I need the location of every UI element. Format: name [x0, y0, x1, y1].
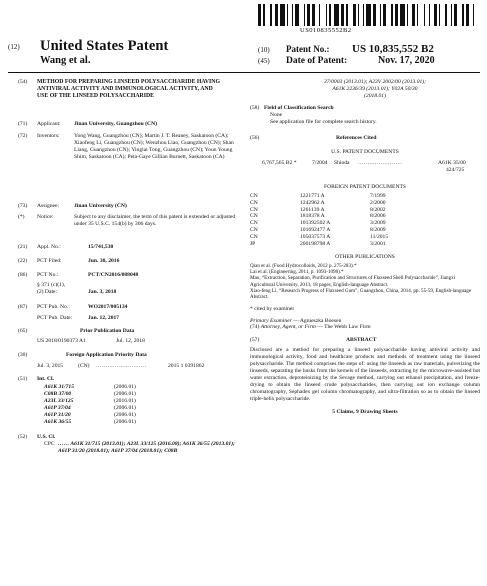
code-10: (10) [258, 46, 270, 54]
code-12: (12) [8, 43, 20, 51]
examiner-label: Primary Examiner [250, 317, 292, 324]
foreign-doc-number: 1242962 A [300, 199, 325, 206]
right-column [250, 79, 480, 416]
us-doc-date: 7/2004 [312, 159, 328, 166]
foreign-docs-list [250, 193, 480, 248]
foreign-doc-country: CN [250, 199, 258, 206]
code-54: (54) [18, 79, 28, 85]
document-number: US010835552B2 [300, 27, 352, 34]
priority-dots: ……………………… [96, 363, 147, 369]
field-54 [18, 79, 243, 121]
foreign-doc-country: CN [250, 220, 258, 227]
field-30 [18, 352, 243, 376]
other-pubs-list [250, 263, 480, 301]
barcode [258, 4, 480, 26]
date-label: Date of Patent: [286, 56, 348, 66]
foreign-doc-date: 3/2001 [370, 241, 386, 248]
field-51 [18, 376, 243, 434]
foreign-doc-country: CN [250, 234, 258, 241]
foreign-doc-row [250, 241, 480, 248]
patent-date: Nov. 17, 2020 [378, 55, 435, 66]
code-87: (87) [18, 304, 28, 310]
code-58: (58) [250, 105, 260, 111]
foreign-doc-date: 3/2009 [370, 220, 386, 227]
foreign-doc-number: 101392502 A [300, 220, 331, 227]
code-21: (21) [18, 244, 28, 250]
references-heading: References Cited [336, 135, 377, 141]
int-cl-row [44, 398, 204, 405]
prior-pub-date: Jul. 12, 2018 [116, 338, 145, 344]
int-cl-class: A61P 37/04 [44, 404, 71, 411]
header-rule [8, 72, 480, 73]
examiner-name: — Agnieszka Boesen [293, 317, 342, 324]
int-cl-class: A61K 31/715 [44, 384, 74, 390]
int-cl-row [44, 384, 204, 391]
field-notice [18, 214, 243, 244]
priority-number: 2015 1 0391862 [168, 363, 205, 369]
field-87 [18, 304, 243, 328]
abstract-heading: ABSTRACT [346, 337, 377, 344]
priority-date: Jul. 3, 2015 [37, 363, 64, 369]
field-72 [18, 133, 243, 203]
foreign-doc-row [250, 234, 480, 241]
code-72: (72) [18, 133, 28, 139]
other-pub-entry: Lai et al. (Engineering, 2011, p. 1093-1098).* [250, 269, 344, 276]
foreign-doc-row [250, 220, 480, 227]
field-57 [250, 337, 480, 347]
foreign-doc-date: 11/2015 [370, 234, 389, 241]
us-doc-name: Shioda [334, 159, 350, 166]
int-cl-heading: Int. Cl. [37, 376, 54, 382]
prior-pub-number: US 2018/0190373 A1 [37, 338, 86, 344]
inventors-label: Inventors: [37, 133, 60, 139]
cpc-label: CPC [44, 441, 55, 447]
field-21 [18, 244, 243, 258]
foreign-doc-number: 200198798 A [300, 241, 331, 248]
inventors-value: Yong Wang, Guangzhou (CN); Martin J. T. Reaney, Saskatoon (CA); Xiaofeng Li, Guangzhou (CN); Wenzhou Liao, Guangzhou (CN); Shan Liang, Guangzhou (CN); Yinglai Tong, Guangzhou (CN); Youn Young Shim, Saskatoon (CA); Peta-Gaye Gillian Burnett, Saskatoon (CA) [74, 133, 234, 160]
patent-title-heading: United States Patent [40, 38, 169, 54]
notice-value: Subject to any disclaimer, the term of this patent is extended or adjusted under 35 U.S.C. 154(b) by 306 days. [74, 214, 236, 227]
search-note: See application file for complete search history. [270, 119, 377, 125]
patent-no-label: Patent No.: [286, 44, 330, 54]
int-cl-class: A23L 33/125 [44, 397, 74, 404]
us-cl-heading: U.S. Cl. [37, 434, 56, 440]
int-cl-row [44, 405, 204, 412]
other-pub-entry: Mao, “Extraction, Separation, Purification and Structures of Flaxseed Shell Polysaccharide”, Jiangxi Agricultural University, 2013, 18 pages, English-language Abstract. [250, 275, 456, 288]
pct-filed-value: Jun. 30, 2016 [88, 258, 120, 264]
code-71: (71) [18, 121, 28, 127]
int-cl-class: A61K 36/55 [44, 418, 72, 425]
code-57: (57) [250, 337, 260, 344]
other-pub-entry: Qian et al. (Food Hydrocolloids, 2012 p. 275-283).* [250, 262, 357, 269]
pct-pub-date-label: PCT Pub. Date: [37, 315, 73, 321]
left-column [18, 79, 243, 464]
foreign-doc-row [250, 200, 480, 207]
other-pubs-heading: OTHER PUBLICATIONS [335, 253, 395, 260]
abstract-text: Disclosed are a method for preparing a linseed polysaccharide having antiviral activity and immunological activity, food and healthcare products and methods of treatment using the linseed polysaccharide. The method comprises the steps of: using the linseeds as raw materials, pulverizing the linseeds, separating the husks from the kernels of the linseeds, extracting by the microwave-assisted hot water extraction, deproteinizing by the Sevage method, carrying out ethanol precipitation, and freeze-drying to obtain the linseed crude polysaccharides, then carrying out ion exchange column chromatography, Sephadex gel column chromatography, and ultra-filtration so as to obtain the linseed triple-helix polysaccharide. [250, 347, 480, 402]
int-cl-version: (2006.01) [114, 418, 136, 425]
code-30: (30) [18, 352, 28, 358]
code-45: (45) [258, 57, 270, 65]
field-22 [18, 258, 243, 272]
priority-country: (CN) [78, 363, 90, 369]
foreign-doc-row [250, 213, 480, 220]
prior-pub-heading: Prior Publication Data [80, 328, 135, 334]
foreign-doc-number: 1818378 A [300, 213, 325, 220]
field-71 [18, 121, 243, 133]
us-doc-class: A61K 35/00 [438, 159, 466, 166]
field-56 [250, 135, 480, 147]
search-heading: Field of Classification Search [264, 105, 334, 111]
barcode-stripe [474, 4, 479, 26]
code-73: (73) [18, 203, 28, 209]
foreign-doc-country: JP [250, 241, 256, 248]
field-58 [250, 105, 480, 129]
pct-no-label: PCT No.: [37, 272, 59, 278]
field-52 [18, 434, 243, 464]
pct-filed-label: PCT Filed: [37, 258, 62, 264]
foreign-priority-heading: Foreign Application Priority Data [66, 352, 147, 358]
code-51: (51) [18, 376, 28, 382]
cpc-continuation-line: A61K 2236/39 (2013.01); Y02A 50/30 [332, 85, 418, 92]
foreign-doc-date: 8/2009 [370, 227, 386, 234]
us-docs-heading: U.S. PATENT DOCUMENTS [331, 149, 399, 155]
pct-pub-date-value: Jan. 12, 2017 [88, 315, 120, 321]
notice-label: Notice: [37, 214, 54, 220]
appl-no-label: Appl. No.: [37, 244, 61, 250]
int-cl-row [44, 419, 204, 426]
foreign-doc-number: 1221771 A [300, 192, 325, 199]
foreign-doc-date: 7/1999 [370, 192, 386, 199]
claims-sheets: 5 Claims, 9 Drawing Sheets [332, 408, 398, 415]
field-86 [18, 272, 243, 304]
cpc-continuation [270, 79, 480, 101]
foreign-doc-row [250, 227, 480, 234]
patent-number: US 10,835,552 B2 [352, 43, 434, 55]
foreign-doc-row [250, 193, 480, 200]
foreign-doc-number: 101692477 A [300, 227, 331, 234]
attorney-line [250, 324, 480, 331]
foreign-doc-row [250, 207, 480, 214]
cited-by-examiner: * cited by examiner [250, 305, 295, 312]
int-cl-row [44, 391, 204, 398]
foreign-doc-date: 8/2002 [370, 206, 386, 213]
us-doc-dots: …………………… [358, 159, 403, 166]
int-cl-version: (2016.01) [114, 397, 136, 404]
foreign-doc-number: 105037573 A [300, 234, 331, 241]
header-left [8, 38, 169, 66]
applicant-value: Jinan University, Guangzhou (CN) [74, 121, 157, 127]
appl-no-value: 15/741,530 [88, 244, 114, 250]
other-pub-entry: Xiao-feng Li, “Research Progress of Flaxseed Gum”, Guangzhou, China, 2014, pp. 55-59, English-language Abstract. [250, 288, 472, 301]
pct-371-date-label: (2) Date: [37, 289, 58, 295]
assignee-label: Assignee: [37, 203, 60, 209]
field-73 [18, 203, 243, 214]
pct-pub-no-label: PCT Pub. No.: [37, 304, 70, 310]
pct-371-label: § 371 (c)(1), [37, 282, 66, 288]
cpc-continuation-line: 37/0003 (2013.01); A23V 2002/00 (2013.01); [323, 79, 427, 85]
us-docs-list [250, 160, 480, 180]
code-52: (52) [18, 434, 28, 440]
attorney-label: Attorney, Agent, or Firm [260, 324, 316, 331]
code-22: (22) [18, 258, 28, 264]
foreign-doc-country: CN [250, 227, 258, 234]
int-cl-row [44, 412, 204, 419]
pct-no-value: PCT/CN2016/088048 [88, 272, 139, 278]
pct-pub-no-value: WO2017/005134 [88, 304, 128, 310]
foreign-doc-country: CN [250, 213, 258, 220]
us-doc-number: 6,767,565 B2 * [262, 159, 297, 166]
applicant-label: Applicant: [37, 121, 61, 127]
code-65: (65) [18, 328, 28, 334]
attorney-name: — The Webb Law Firm [317, 324, 371, 331]
foreign-doc-country: CN [250, 192, 258, 199]
header-right [258, 43, 483, 66]
foreign-doc-country: CN [250, 206, 258, 213]
field-65 [18, 328, 243, 352]
us-doc-row [250, 160, 480, 174]
cpc-continuation-line: (2018.01) [364, 92, 386, 99]
invention-title: METHOD FOR PREPARING LINSEED POLYSACCHARIDE HAVING ANTIVIRAL ACTIVITY AND IMMUNOLOGICAL ACTIVITY, AND USE OF THE LINSEED POLYSACCHARIDE [37, 79, 221, 99]
assignee-value: Jinan University (CN) [74, 203, 127, 209]
int-cl-version: (2006.01) [114, 404, 136, 411]
us-doc-class2: 424/725 [446, 166, 465, 173]
int-cl-class: A61P 31/20 [44, 411, 71, 418]
foreign-doc-date: 2/2000 [370, 199, 386, 206]
pct-371-date-value: Jan. 3, 2018 [88, 289, 117, 295]
foreign-doc-number: 1261139 A [300, 206, 325, 213]
code-notice: (*) [18, 214, 25, 220]
int-cl-class: C08B 37/00 [44, 390, 72, 397]
search-none: None [270, 112, 283, 118]
int-cl-version: (2006.01) [114, 390, 136, 397]
code-74: (74) [250, 324, 260, 331]
cpc-value: …… A61K 31/715 (2013.01); A23L 33/125 (2016.08); A61K 36/55 (2013.01); A61P 31/20 (2018.01); A61P 37/04 (2018.01); C08B [58, 441, 235, 454]
foreign-doc-date: 8/2006 [370, 213, 386, 220]
int-cl-version: (2006.01) [114, 411, 136, 418]
code-86: (86) [18, 272, 28, 278]
int-cl-version: (2006.01) [114, 384, 136, 390]
code-56: (56) [250, 135, 260, 141]
authors: Wang et al. [40, 55, 91, 66]
int-cl-list [44, 384, 204, 425]
foreign-docs-heading: FOREIGN PATENT DOCUMENTS [323, 183, 407, 190]
